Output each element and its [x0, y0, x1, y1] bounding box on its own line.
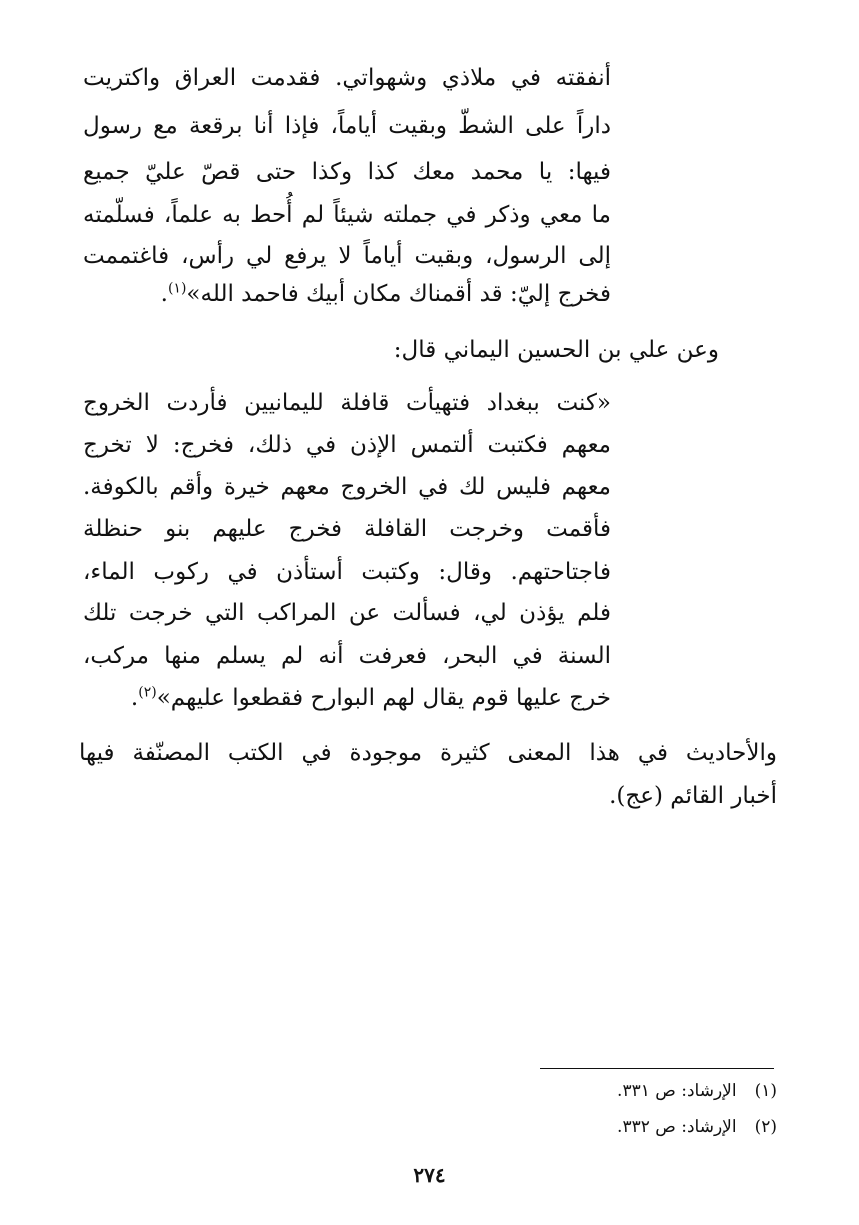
quote-two-line-text: خرج عليها قوم يقال لهم البوارح فقطعوا عليهم» — [156, 685, 611, 711]
footnote-divider — [540, 1068, 774, 1069]
quote-one-line: داراً على الشطّ وبقيت أياماً، فإذا أنا برقعة مع رسول — [83, 113, 611, 139]
quote-two-line: «كنت ببغداد فتهيأت قافلة لليمانيين فأردت الخروج — [83, 390, 611, 416]
quote-one-line-text: فخرج إليّ: قد أقمناك مكان أبيك فاحمد الله» — [186, 281, 611, 307]
footnote-text: الإرشاد: ص ٣٣٢. — [617, 1117, 737, 1137]
quote-one-line: فيها: يا محمد معك كذا وكذا حتى قصّ عليّ جميع — [83, 159, 611, 185]
quote-two-line: معهم فليس لك في الخروج معهم خيرة وأقم بالكوفة. — [83, 474, 611, 500]
footnote-number: (٢) — [754, 1117, 777, 1137]
quote-one-line: أنفقته في ملاذي وشهواتي. فقدمت العراق واكتريت — [83, 65, 611, 91]
footnote-ref-2: (٢) — [138, 684, 157, 701]
quote-one-line: ما معي وذكر في جملته شيئاً لم أُحط به علماً، فسلّمته — [83, 202, 611, 228]
closing-line: والأحاديث في هذا المعنى كثيرة موجودة في الكتب المصنّفة فيها — [79, 740, 777, 766]
quote-two-line: فلم يؤذن لي، فسألت عن المراكب التي خرجت تلك — [83, 600, 611, 626]
page-number: ٢٧٤ — [413, 1163, 446, 1187]
quote-two-line: فاجتاحتهم. وقال: وكتبت أستأذن في ركوب الماء، — [83, 559, 611, 585]
footnote-1 — [377, 1078, 777, 1104]
closing-line: أخبار القائم (عج). — [609, 783, 777, 809]
quote-two-line: معهم فكتبت ألتمس الإذن في ذلك، فخرج: لا تخرج — [83, 432, 611, 458]
footnote-text: الإرشاد: ص ٣٣١. — [617, 1081, 737, 1101]
end-punctuation: . — [130, 685, 139, 711]
quote-two-last-line — [83, 678, 611, 718]
footnote-number: (١) — [754, 1081, 777, 1101]
footnote-2 — [377, 1114, 777, 1140]
footnote-ref-1: (١) — [167, 280, 187, 297]
narrator-intro: وعن علي بن الحسين اليماني قال: — [393, 337, 719, 363]
quote-one-last-line — [83, 274, 611, 314]
end-punctuation: . — [160, 281, 168, 307]
quote-one-line: إلى الرسول، وبقيت أياماً لا يرفع لي رأس، فاغتممت — [83, 243, 611, 269]
quote-two-line: السنة في البحر، فعرفت أنه لم يسلم منها مركب، — [83, 643, 611, 669]
quote-two-line: فأقمت وخرجت القافلة فخرج عليهم بنو حنظلة — [83, 516, 611, 542]
